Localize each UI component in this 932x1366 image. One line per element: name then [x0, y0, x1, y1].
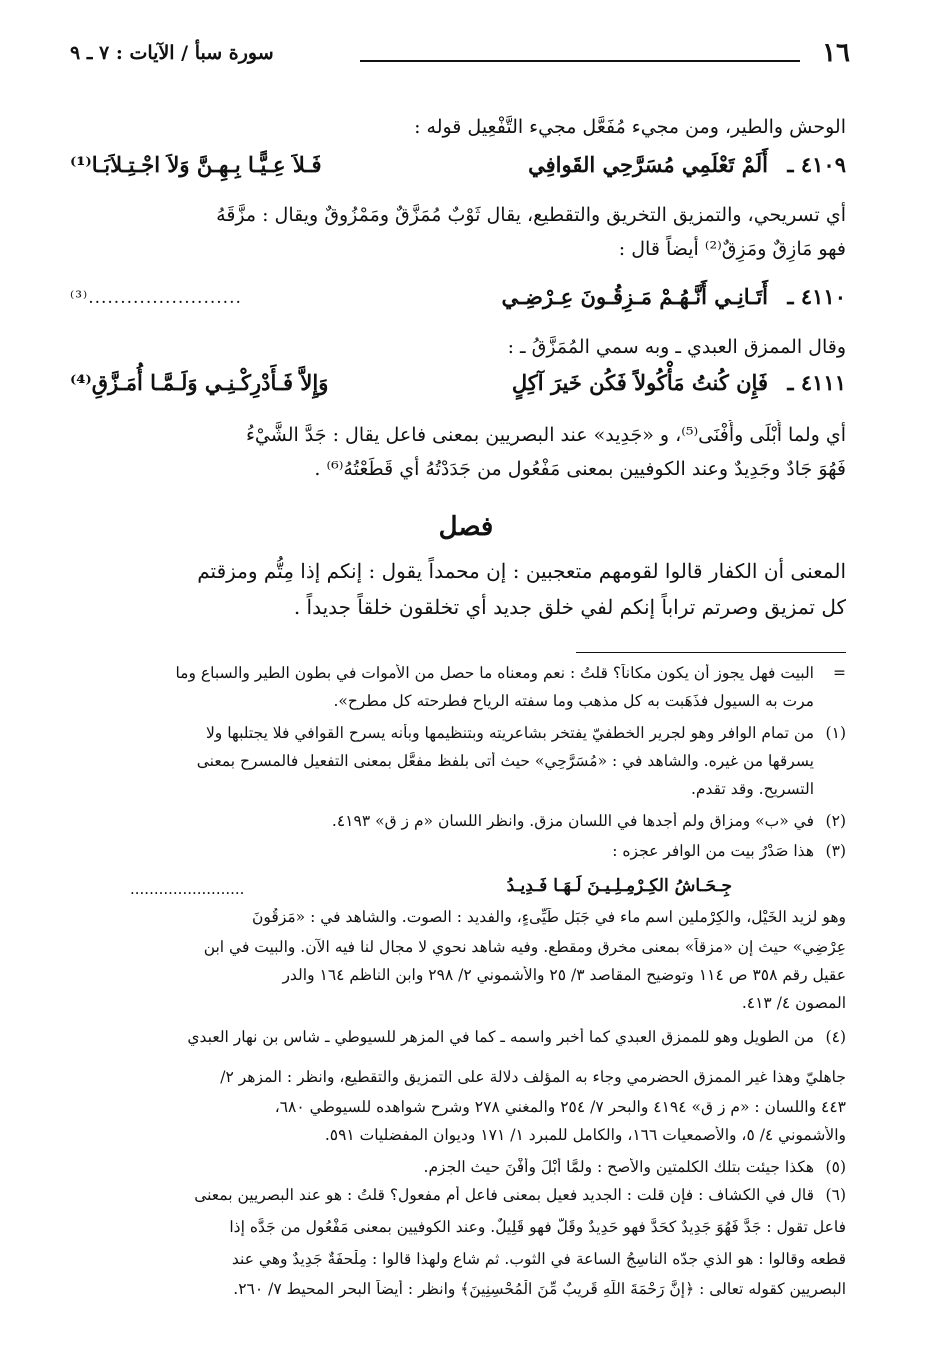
verse-second-hemistich: وَإِلاَّ فَـأَدْرِكْـنِـي وَلَـمَّـا أُمَـزَّقِ⁽⁴⁾ [70, 370, 329, 395]
paragraph-line: المعنى أن الكفار قالوا لقومهم متعجبين : إن محمداً يقول : إنكم إذا مِتُّم ومزقتم [197, 559, 846, 583]
footnote-line: جاهليّ وهذا غير الممزق الحضرمي وجاء به المؤلف دلالة على التمزيق والتقطيع، وانظر : المزهر ٢/ [220, 1068, 846, 1086]
footnote-line: هكذا جيئت بتلك الكلمتين والأصح : ولمَّا أُبْلَ وأُفْنَ حيث الجزم. [423, 1158, 814, 1176]
verse-number: ٤١٠٩ ـ [787, 152, 846, 177]
footnote-line: من الطويل وهو للممزق العبدي كما أخبر واسمه ـ كما في المزهر للسيوطي ـ شاس بن نهار العبدي [187, 1028, 814, 1046]
header-rule [360, 60, 800, 62]
footnote-line: من تمام الوافر وهو لجرير الخطفيّ يفتخر بشاعريته وبتنظيمها وبأنه يسرح القوافي فلا يجتلبها ولا [205, 724, 814, 742]
footnote-line: التسريح. وقد تقدم. [690, 780, 814, 798]
footnote-line: وهو لزيد الخَيْل، والكِرْملين اسم ماء في جَبَلِ طَيِّىءٍ، والفديد : الصوت. والشاهد في : «مَزِقُونَ [252, 908, 846, 926]
footnote-line: البيت فهل يجوز أن يكون مكاناً؟ قلتُ : نعم ومعناه ما حصل من الأموات في بطون الطير والسباع وما [175, 664, 814, 682]
section-heading: فصل [438, 512, 494, 542]
footnote-marker-6: (٦) [825, 1186, 846, 1204]
footnote-line: البصريين كقوله تعالى : ﴿إِنَّ رَحْمَةَ اللَّهِ قَرِيبٌ مِّنَ الْمُحْسِنِينَ﴾ وانظر : أيضاً البحر المحيط ٧/ ٢٦٠. [233, 1280, 846, 1298]
footnote-marker-4: (٤) [825, 1028, 846, 1046]
paragraph-line: وقال الممزق العبدي ـ وبه سمي المُمَزَّقُ ـ : [507, 336, 846, 358]
running-title: سورة سبأ / الآيات : ٧ ـ ٩ [70, 42, 274, 64]
intro-line: الوحش والطير، ومن مجيء مُفَعَّل مجيء التَّفْعِيل قوله : [414, 116, 846, 138]
page-header [70, 38, 850, 72]
verse-4111 [70, 370, 846, 404]
verse-second-hemistich: فَـلاَ عِـيًّـا بِـهِـنَّ وَلاَ اجْـتِـلاَبَـا⁽¹⁾ [70, 152, 322, 177]
footnote-separator [576, 652, 846, 653]
verse-dots: ........................⁽³⁾ [70, 288, 242, 308]
verse-number: ٤١١٠ ـ [787, 284, 846, 309]
footnote-line: في «ب» ومزاق ولم أجدها في اللسان مزق. وانظر اللسان «م ز ق» ٤١٩٣. [331, 812, 814, 830]
verse-4109 [70, 152, 846, 186]
footnote-line: المصون ٤/ ٤١٣. [741, 994, 846, 1012]
verse-first-hemistich: فَإِن كُنتُ مَأْكُولاً فَكُن خَيرَ آكِلٍ [511, 370, 768, 395]
footnote-marker-1: (١) [825, 724, 846, 742]
page-number: ١٦ [822, 38, 850, 68]
footnote-line: ٤٤٣ واللسان : «م ز ق» ٤١٩٤ والبحر ٧/ ٢٥٤ والمغني ٢٧٨ وشرح شواهده للسيوطي ٦٨٠، [274, 1098, 846, 1116]
footnote-verse-text: جِـحَـاشُ الكِـرْمِـلِـيـنَ لَـهَـا فَـدِيـدُ [506, 876, 732, 896]
footnote-line: هذا صَدْرُ بيت من الوافر عجزه : [612, 842, 814, 860]
footnote-line: قطعه وقالوا : هو الذي جدّه الناسِجُ الساعة في الثوب. ثم شاع ولهذا قالوا : مِلْحفَةٌ جَدِيدٌ وهي عند [231, 1250, 846, 1268]
continuation-marker: = [833, 664, 846, 682]
verse-number: ٤١١١ ـ [787, 370, 846, 395]
footnote-marker-3: (٣) [825, 842, 846, 860]
verse-first-hemistich: أَلَمْ تَعْلَمِي مُسَرَّحِي القَوافِي [528, 152, 768, 177]
footnote-line: عقيل رقم ٣٥٨ ص ١١٤ وتوضيح المقاصد ٣/ ٢٥ والأشموني ٢/ ٢٩٨ وابن الناظم ١٦٤ والدر [282, 966, 846, 984]
footnote-line: مرت به السيول فذَهَبت به كل مذهب وما سفته الرياح فطرحته كل مطرح». [333, 692, 814, 710]
footnote-line: يسرقها من غيره. والشاهد في : «مُسَرَّحِي» حيث أتى بلفظ مفعَّل بمعنى التفعيل فالمسرح بمعنى [196, 752, 814, 770]
footnote-marker-2: (٢) [825, 812, 846, 830]
footnote-line: فاعل تقول : جَدَّ فَهُوَ جَدِيدٌ كحَدَّ فهو حَدِيدٌ وقَلَّ فهو قَلِيلٌ. وعند الكوفيين بمعنى مَفْعُول من جَدَّه إذا [229, 1218, 846, 1236]
footnote-line: عِرْضِي» حيث إن «مزقاً» بمعنى مخرق ومقطع. وفيه شاهد نحوي لا مجال لنا فيه الآن. والبيت في ابن [203, 938, 846, 956]
footnote-marker-5: (٥) [825, 1158, 846, 1176]
verse-4110 [70, 284, 846, 318]
footnote-verse-dots: ........................ [130, 880, 245, 898]
paragraph-line: فهو مَازِقٌ ومَزِقٌ⁽²⁾ أيضاً قال : [618, 238, 846, 260]
paragraph-line: كل تمزيق وصرتم تراباً إنكم لفي خلق جديد أي تخلقون خلقاً جديداً . [293, 595, 846, 619]
verse-first-hemistich: أَتَـانِـي أَنَّـهُـمْ مَـزِقُـونَ عِـرْضِـي [501, 284, 768, 309]
paragraph-line: أي تسريحي، والتمزيق التخريق والتقطيع، يقال ثَوْبٌ مُمَزَّقٌ ومَمْزُوقٌ ويقال : مزَّقَهُ [216, 204, 846, 226]
footnote-line: قال في الكشاف : فإن قلت : الجديد فعيل بمعنى فاعل أم مفعول؟ قلتُ : هو عند البصريين بمعنى [194, 1186, 814, 1204]
paragraph-line: أي ولما أُبْلَى وأُفْنَى⁽⁵⁾، و «جَدِيد» عند البصريين بمعنى فاعل يقال : جَدَّ الشَّيْءُ [245, 424, 846, 446]
paragraph-line: فَهُوَ جَادٌ وجَدِيدٌ وعند الكوفيين بمعنى مَفْعُول من جَدَدْتُهُ أي قَطَعْتُهُ⁽⁶⁾ . [314, 458, 846, 480]
footnote-line: والأشموني ٤/ ٥، والأصمعيات ١٦٦، والكامل للمبرد ١/ ١٧١ وديوان المفضليات ٥٩١. [324, 1126, 846, 1144]
